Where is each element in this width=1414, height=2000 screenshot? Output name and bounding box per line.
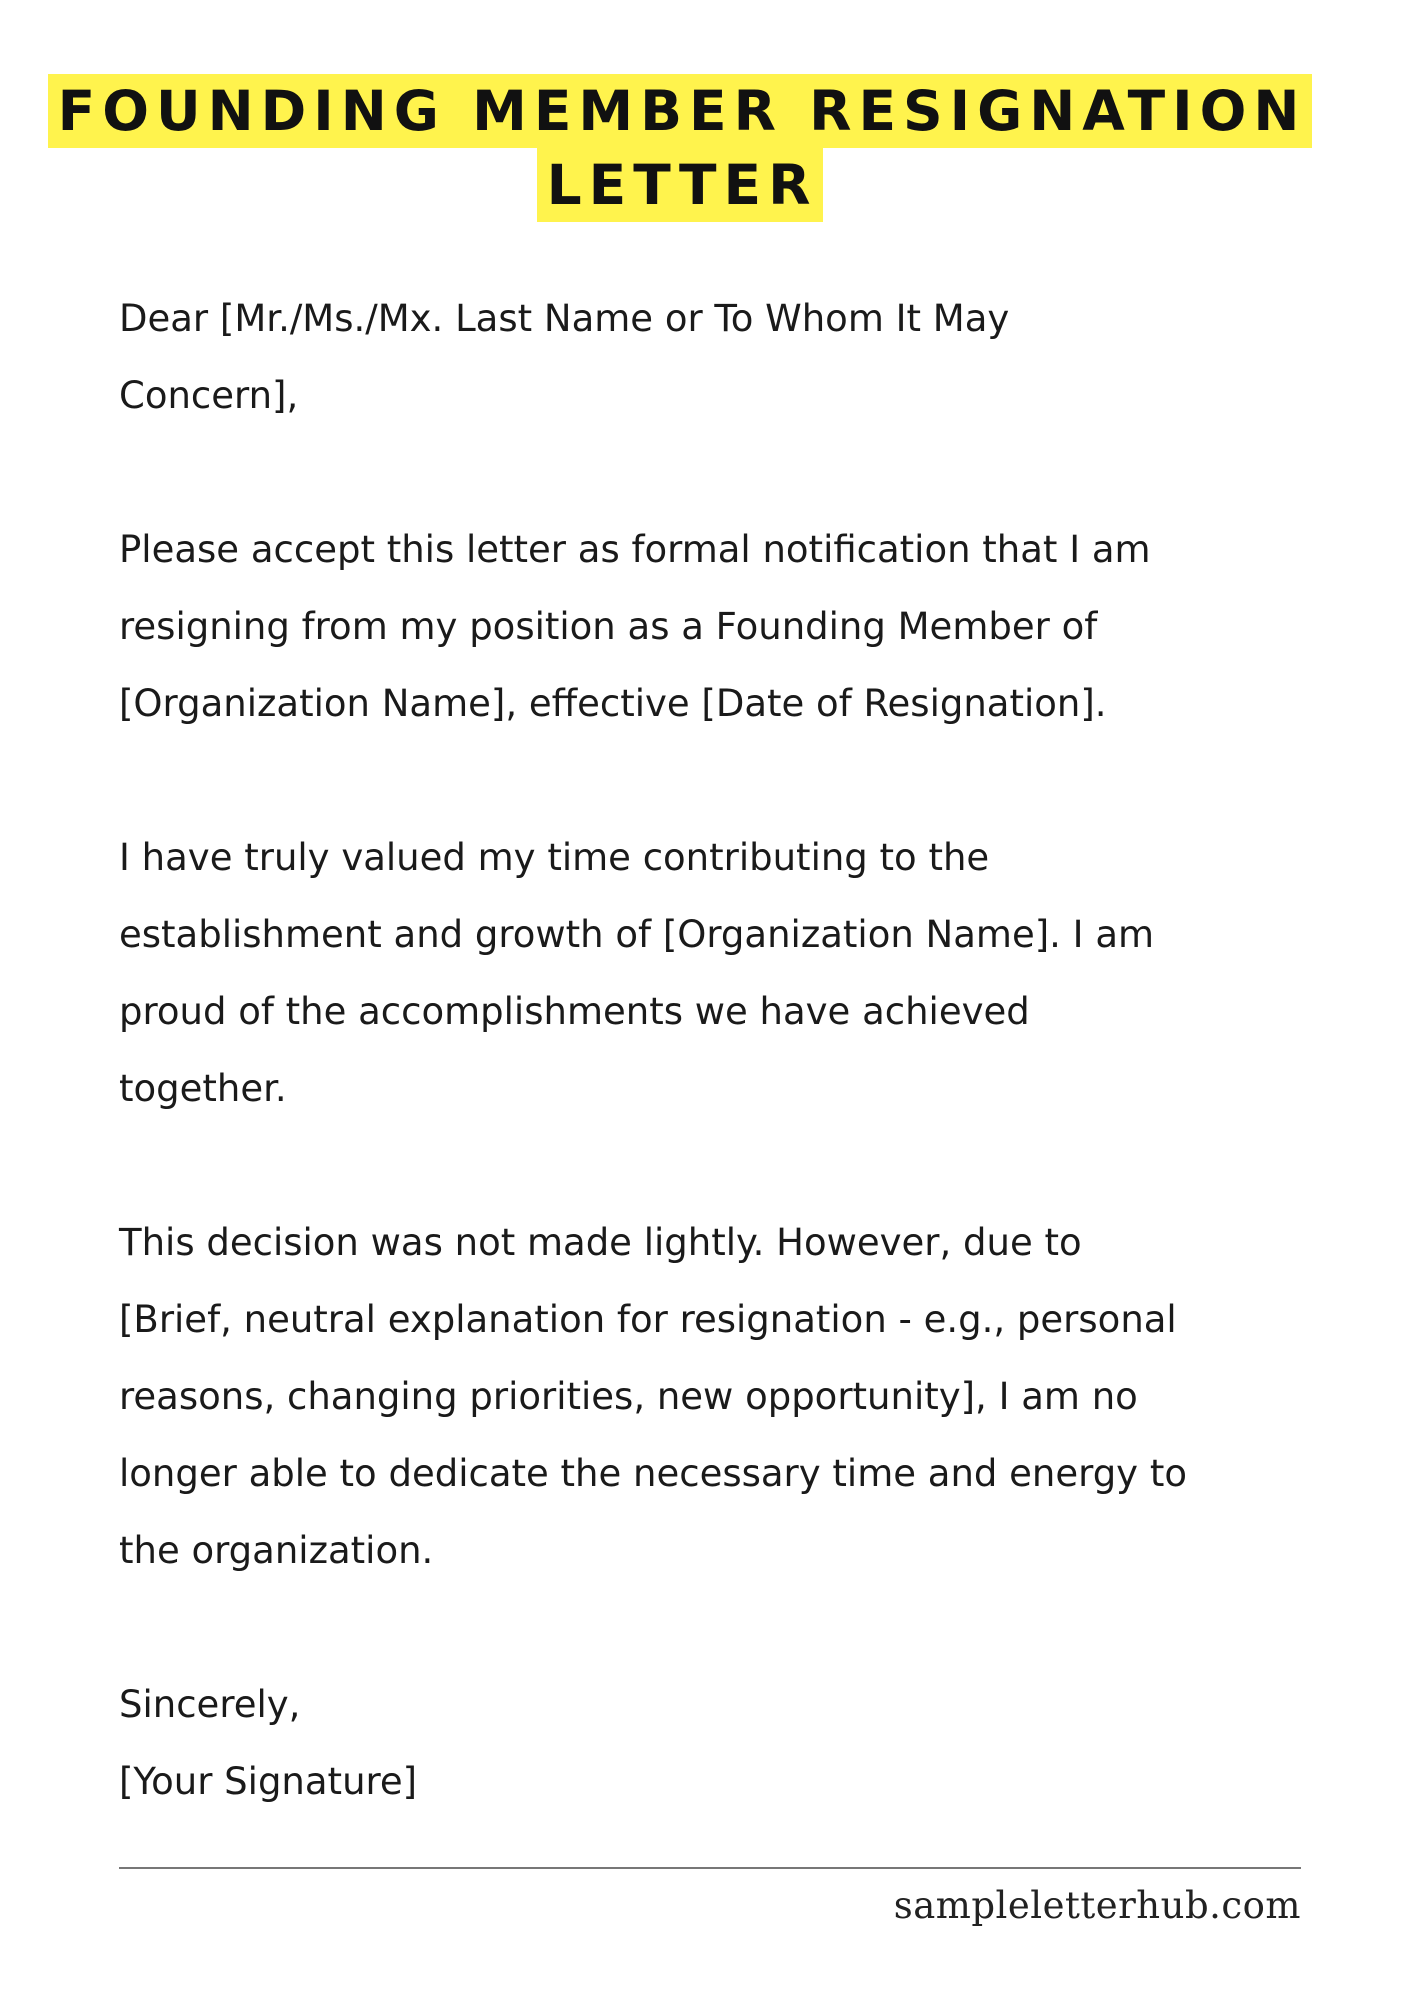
title-line-2: LETTER — [537, 148, 824, 222]
paragraph-line: proud of the accomplishments we have achieved — [119, 990, 1030, 1033]
salutation — [119, 280, 1359, 434]
paragraph-line: establishment and growth of [Organization Name]. I am — [119, 913, 1155, 956]
letter-body — [119, 280, 1359, 1820]
paragraph-line: the organization. — [119, 1529, 434, 1572]
document-title — [0, 74, 1360, 222]
paragraph-line: I have truly valued my time contributing to the — [119, 836, 990, 879]
footer-divider — [119, 1867, 1301, 1869]
paragraph-line: together. — [119, 1067, 287, 1110]
closing-block — [119, 1666, 1359, 1820]
paragraph-line: Please accept this letter as formal notification that I am — [119, 528, 1151, 571]
paragraph-line: [Brief, neutral explanation for resignation - e.g., personal — [119, 1298, 1177, 1341]
paragraph-line: reasons, changing priorities, new opportunity], I am no — [119, 1375, 1138, 1418]
salutation-line-1: Dear [Mr./Ms./Mx. Last Name or To Whom It May — [119, 297, 1010, 340]
paragraph-line: [Organization Name], effective [Date of Resignation]. — [119, 682, 1107, 725]
paragraph-appreciation — [119, 819, 1359, 1127]
paragraph-line: resigning from my position as a Founding Member of — [119, 605, 1098, 648]
paragraph-reason — [119, 1204, 1359, 1589]
closing-text: Sincerely, — [119, 1683, 301, 1726]
paragraph-line: longer able to dedicate the necessary time and energy to — [119, 1452, 1187, 1495]
footer-site-name: sampleletterhub.com — [893, 1884, 1301, 1927]
salutation-line-2: Concern], — [119, 374, 299, 417]
title-line-1: FOUNDING MEMBER RESIGNATION — [48, 74, 1313, 148]
paragraph-line: This decision was not made lightly. However, due to — [119, 1221, 1082, 1264]
paragraph-notification — [119, 511, 1359, 742]
signature-placeholder: [Your Signature] — [119, 1760, 418, 1803]
